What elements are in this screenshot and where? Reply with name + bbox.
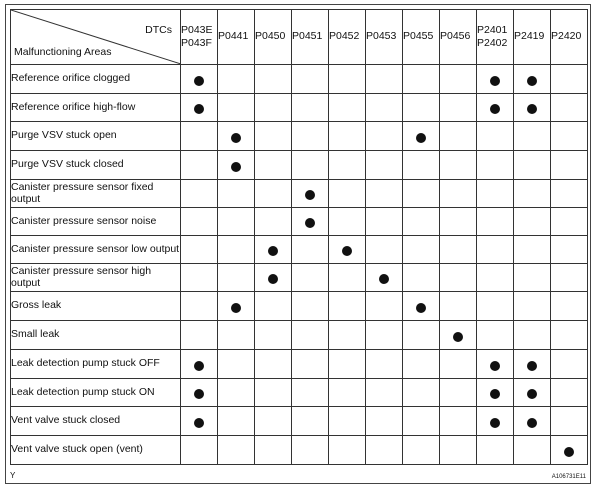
- dtc-cell: [366, 122, 403, 151]
- dtc-cell: [403, 379, 440, 407]
- dtc-code-line2: P2402: [477, 37, 508, 49]
- table-row: [11, 292, 588, 321]
- malfunction-area-cell: Vent valve stuck open (vent): [11, 436, 181, 465]
- table-row: [11, 350, 588, 379]
- malfunction-area-cell: Leak detection pump stuck OFF: [11, 350, 181, 379]
- dtc-cell: [329, 379, 366, 407]
- dtc-cell: [255, 208, 292, 236]
- malfunction-area-cell: Vent valve stuck closed: [11, 407, 181, 436]
- dtc-cell: [366, 407, 403, 436]
- figure-mark-left: Y: [10, 471, 16, 480]
- dtc-cell: [181, 321, 218, 350]
- dtc-column-header: [403, 10, 440, 65]
- dtc-cell: [514, 264, 551, 292]
- dtc-cell: [551, 379, 588, 407]
- dtc-cell: [366, 208, 403, 236]
- applicable-dot-icon: [527, 389, 537, 399]
- dtc-cell: [514, 292, 551, 321]
- dtc-cell: [292, 407, 329, 436]
- dtc-cell: [329, 321, 366, 350]
- dtc-cell: [255, 122, 292, 151]
- applicable-dot-icon: [305, 190, 315, 200]
- dtc-cell: [514, 208, 551, 236]
- table-row: [11, 180, 588, 208]
- dtc-cell: [477, 151, 514, 180]
- applicable-dot-icon: [194, 104, 204, 114]
- applicable-dot-icon: [453, 332, 463, 342]
- malfunction-area-cell: Gross leak: [11, 292, 181, 321]
- dtc-cell: [181, 65, 218, 94]
- dtc-cell: [440, 436, 477, 465]
- dtc-cell: [181, 236, 218, 264]
- dtc-cell: [477, 436, 514, 465]
- dtc-cell: [329, 122, 366, 151]
- applicable-dot-icon: [194, 389, 204, 399]
- dtc-cell: [255, 292, 292, 321]
- dtc-cell: [403, 264, 440, 292]
- dtc-cell: [551, 407, 588, 436]
- dtc-cell: [218, 436, 255, 465]
- dtc-cell: [292, 264, 329, 292]
- dtc-cell: [477, 94, 514, 122]
- malfunction-area-cell: Reference orifice clogged: [11, 65, 181, 94]
- dtc-cell: [477, 407, 514, 436]
- dtc-matrix-table: [10, 9, 588, 465]
- dtc-code-line1: P0455: [403, 30, 434, 43]
- dtc-cell: [403, 321, 440, 350]
- applicable-dot-icon: [194, 361, 204, 371]
- dtc-cell: [551, 236, 588, 264]
- dtc-cell: [514, 379, 551, 407]
- malfunction-area-cell: Small leak: [11, 321, 181, 350]
- dtc-code-line1: P0452: [329, 30, 360, 43]
- applicable-dot-icon: [379, 274, 389, 284]
- dtc-cell: [181, 180, 218, 208]
- dtc-code-line1: P2420: [551, 30, 582, 43]
- dtc-cell: [329, 94, 366, 122]
- dtc-cell: [551, 208, 588, 236]
- dtc-cell: [477, 180, 514, 208]
- dtc-cell: [514, 151, 551, 180]
- dtc-cell: [403, 122, 440, 151]
- dtc-cell: [514, 436, 551, 465]
- dtc-column-header: [477, 10, 514, 65]
- dtc-column-header: [366, 10, 403, 65]
- dtc-cell: [366, 264, 403, 292]
- dtc-cell: [551, 350, 588, 379]
- dtc-cell: [366, 292, 403, 321]
- dtc-cell: [329, 151, 366, 180]
- dtc-cell: [181, 436, 218, 465]
- dtc-cell: [514, 321, 551, 350]
- dtc-cell: [440, 350, 477, 379]
- dtc-cell: [440, 264, 477, 292]
- dtc-cell: [181, 292, 218, 321]
- dtc-cell: [292, 122, 329, 151]
- dtc-cell: [440, 151, 477, 180]
- dtc-cell: [551, 292, 588, 321]
- dtc-cell: [551, 122, 588, 151]
- applicable-dot-icon: [527, 361, 537, 371]
- dtc-cell: [403, 436, 440, 465]
- dtc-cell: [218, 292, 255, 321]
- dtc-cell: [292, 94, 329, 122]
- dtc-cell: [551, 180, 588, 208]
- applicable-dot-icon: [527, 76, 537, 86]
- dtc-cell: [440, 321, 477, 350]
- dtcs-label: DTCs: [145, 24, 172, 36]
- applicable-dot-icon: [490, 361, 500, 371]
- header-row: [11, 10, 588, 65]
- dtc-code-line1: P0441: [218, 30, 249, 43]
- table-row: [11, 236, 588, 264]
- table-row: [11, 436, 588, 465]
- dtc-cell: [329, 292, 366, 321]
- dtc-cell: [477, 236, 514, 264]
- malfunction-area-cell: Canister pressure sensor low output: [11, 236, 181, 264]
- dtc-cell: [255, 264, 292, 292]
- dtc-cell: [218, 180, 255, 208]
- dtc-code-line1: P2419: [514, 30, 545, 43]
- dtc-code-line1: P0450: [255, 30, 286, 43]
- dtc-cell: [477, 122, 514, 151]
- dtc-cell: [514, 122, 551, 151]
- dtc-cell: [292, 180, 329, 208]
- dtc-cell: [403, 151, 440, 180]
- dtc-cell: [218, 122, 255, 151]
- dtc-cell: [292, 236, 329, 264]
- applicable-dot-icon: [490, 76, 500, 86]
- applicable-dot-icon: [527, 418, 537, 428]
- table-row: [11, 94, 588, 122]
- dtc-cell: [366, 65, 403, 94]
- dtc-cell: [440, 292, 477, 321]
- applicable-dot-icon: [268, 274, 278, 284]
- dtc-column-header: [514, 10, 551, 65]
- dtc-cell: [440, 407, 477, 436]
- dtc-cell: [403, 208, 440, 236]
- dtc-cell: [329, 350, 366, 379]
- dtc-cell: [366, 236, 403, 264]
- dtc-column-header: [329, 10, 366, 65]
- dtc-cell: [366, 180, 403, 208]
- dtc-column-header: [255, 10, 292, 65]
- dtc-cell: [255, 350, 292, 379]
- dtc-cell: [403, 292, 440, 321]
- dtc-cell: [255, 436, 292, 465]
- dtc-code-line1: P0456: [440, 30, 471, 43]
- dtc-column-header: [292, 10, 329, 65]
- dtc-cell: [329, 264, 366, 292]
- dtc-cell: [181, 264, 218, 292]
- applicable-dot-icon: [231, 133, 241, 143]
- dtc-cell: [551, 151, 588, 180]
- dtc-cell: [440, 236, 477, 264]
- applicable-dot-icon: [490, 389, 500, 399]
- dtc-cell: [329, 180, 366, 208]
- dtc-cell: [218, 208, 255, 236]
- dtc-cell: [329, 65, 366, 94]
- dtc-cell: [403, 407, 440, 436]
- dtc-cell: [514, 236, 551, 264]
- dtc-code-line1: P0453: [366, 30, 397, 43]
- dtc-cell: [255, 180, 292, 208]
- dtc-cell: [292, 65, 329, 94]
- dtc-column-header: [218, 10, 255, 65]
- dtc-cell: [440, 180, 477, 208]
- dtc-cell: [514, 94, 551, 122]
- figure-id: A106731E11: [551, 474, 586, 480]
- dtc-code-line1: P2401: [477, 23, 508, 36]
- dtc-cell: [181, 407, 218, 436]
- dtc-cell: [551, 264, 588, 292]
- dtc-cell: [218, 151, 255, 180]
- dtc-cell: [403, 180, 440, 208]
- dtc-cell: [514, 65, 551, 94]
- dtc-cell: [366, 350, 403, 379]
- applicable-dot-icon: [490, 104, 500, 114]
- dtc-code-line1: P0451: [292, 30, 323, 43]
- dtc-cell: [255, 321, 292, 350]
- malfunction-area-cell: Reference orifice high-flow: [11, 94, 181, 122]
- dtc-cell: [329, 436, 366, 465]
- dtc-cell: [329, 208, 366, 236]
- dtc-column-header: [440, 10, 477, 65]
- dtc-cell: [440, 122, 477, 151]
- malfunction-area-cell: Canister pressure sensor noise: [11, 208, 181, 236]
- table-row: [11, 151, 588, 180]
- dtc-cell: [366, 151, 403, 180]
- dtc-cell: [551, 436, 588, 465]
- dtc-cell: [181, 350, 218, 379]
- applicable-dot-icon: [268, 246, 278, 256]
- dtc-cell: [366, 379, 403, 407]
- table-row: [11, 379, 588, 407]
- dtc-cell: [477, 379, 514, 407]
- applicable-dot-icon: [305, 218, 315, 228]
- dtc-cell: [366, 436, 403, 465]
- dtc-cell: [477, 321, 514, 350]
- dtc-cell: [403, 350, 440, 379]
- applicable-dot-icon: [342, 246, 352, 256]
- dtc-cell: [218, 407, 255, 436]
- dtc-cell: [255, 236, 292, 264]
- dtc-code-line2: P043F: [181, 37, 212, 49]
- applicable-dot-icon: [231, 303, 241, 313]
- dtc-cell: [181, 379, 218, 407]
- dtc-cell: [477, 292, 514, 321]
- malfunction-area-cell: Canister pressure sensor high output: [11, 264, 181, 292]
- applicable-dot-icon: [416, 133, 426, 143]
- dtc-cell: [218, 264, 255, 292]
- applicable-dot-icon: [564, 447, 574, 457]
- dtc-cell: [218, 379, 255, 407]
- dtc-cell: [403, 65, 440, 94]
- dtc-cell: [329, 407, 366, 436]
- table-row: [11, 208, 588, 236]
- dtc-cell: [181, 122, 218, 151]
- dtc-cell: [440, 65, 477, 94]
- dtc-cell: [292, 321, 329, 350]
- dtc-cell: [292, 292, 329, 321]
- dtc-cell: [292, 379, 329, 407]
- dtc-cell: [292, 208, 329, 236]
- dtc-cell: [440, 94, 477, 122]
- corner-header-cell: [11, 10, 181, 65]
- dtc-cell: [292, 350, 329, 379]
- table-row: [11, 65, 588, 94]
- dtc-cell: [255, 407, 292, 436]
- dtc-cell: [255, 151, 292, 180]
- dtc-cell: [181, 208, 218, 236]
- dtc-cell: [181, 94, 218, 122]
- dtc-cell: [477, 65, 514, 94]
- dtc-code-line1: P043E: [181, 23, 213, 36]
- malfunction-area-cell: Purge VSV stuck closed: [11, 151, 181, 180]
- dtc-cell: [477, 350, 514, 379]
- dtc-cell: [181, 151, 218, 180]
- dtc-cell: [292, 436, 329, 465]
- malfunction-area-cell: Canister pressure sensor fixed output: [11, 180, 181, 208]
- applicable-dot-icon: [194, 76, 204, 86]
- applicable-dot-icon: [416, 303, 426, 313]
- applicable-dot-icon: [231, 162, 241, 172]
- table-row: [11, 122, 588, 151]
- dtc-cell: [255, 65, 292, 94]
- dtc-cell: [477, 208, 514, 236]
- dtc-cell: [551, 321, 588, 350]
- dtc-cell: [551, 94, 588, 122]
- applicable-dot-icon: [490, 418, 500, 428]
- dtc-cell: [440, 208, 477, 236]
- table-row: [11, 321, 588, 350]
- dtc-cell: [514, 350, 551, 379]
- malfunctioning-areas-label: Malfunctioning Areas: [14, 46, 112, 58]
- dtc-cell: [403, 236, 440, 264]
- dtc-cell: [218, 236, 255, 264]
- dtc-cell: [218, 65, 255, 94]
- dtc-cell: [255, 379, 292, 407]
- dtc-cell: [218, 94, 255, 122]
- dtc-cell: [514, 407, 551, 436]
- table-row: [11, 264, 588, 292]
- dtc-cell: [366, 321, 403, 350]
- dtc-cell: [477, 264, 514, 292]
- dtc-cell: [218, 321, 255, 350]
- dtc-cell: [329, 236, 366, 264]
- dtc-column-header: [181, 10, 218, 65]
- applicable-dot-icon: [194, 418, 204, 428]
- dtc-cell: [440, 379, 477, 407]
- table-row: [11, 407, 588, 436]
- malfunction-area-cell: Purge VSV stuck open: [11, 122, 181, 151]
- dtc-cell: [514, 180, 551, 208]
- dtc-cell: [366, 94, 403, 122]
- dtc-cell: [255, 94, 292, 122]
- dtc-column-header: [551, 10, 588, 65]
- dtc-cell: [218, 350, 255, 379]
- malfunction-area-cell: Leak detection pump stuck ON: [11, 379, 181, 407]
- dtc-cell: [403, 94, 440, 122]
- dtc-cell: [292, 151, 329, 180]
- dtc-cell: [551, 65, 588, 94]
- applicable-dot-icon: [527, 104, 537, 114]
